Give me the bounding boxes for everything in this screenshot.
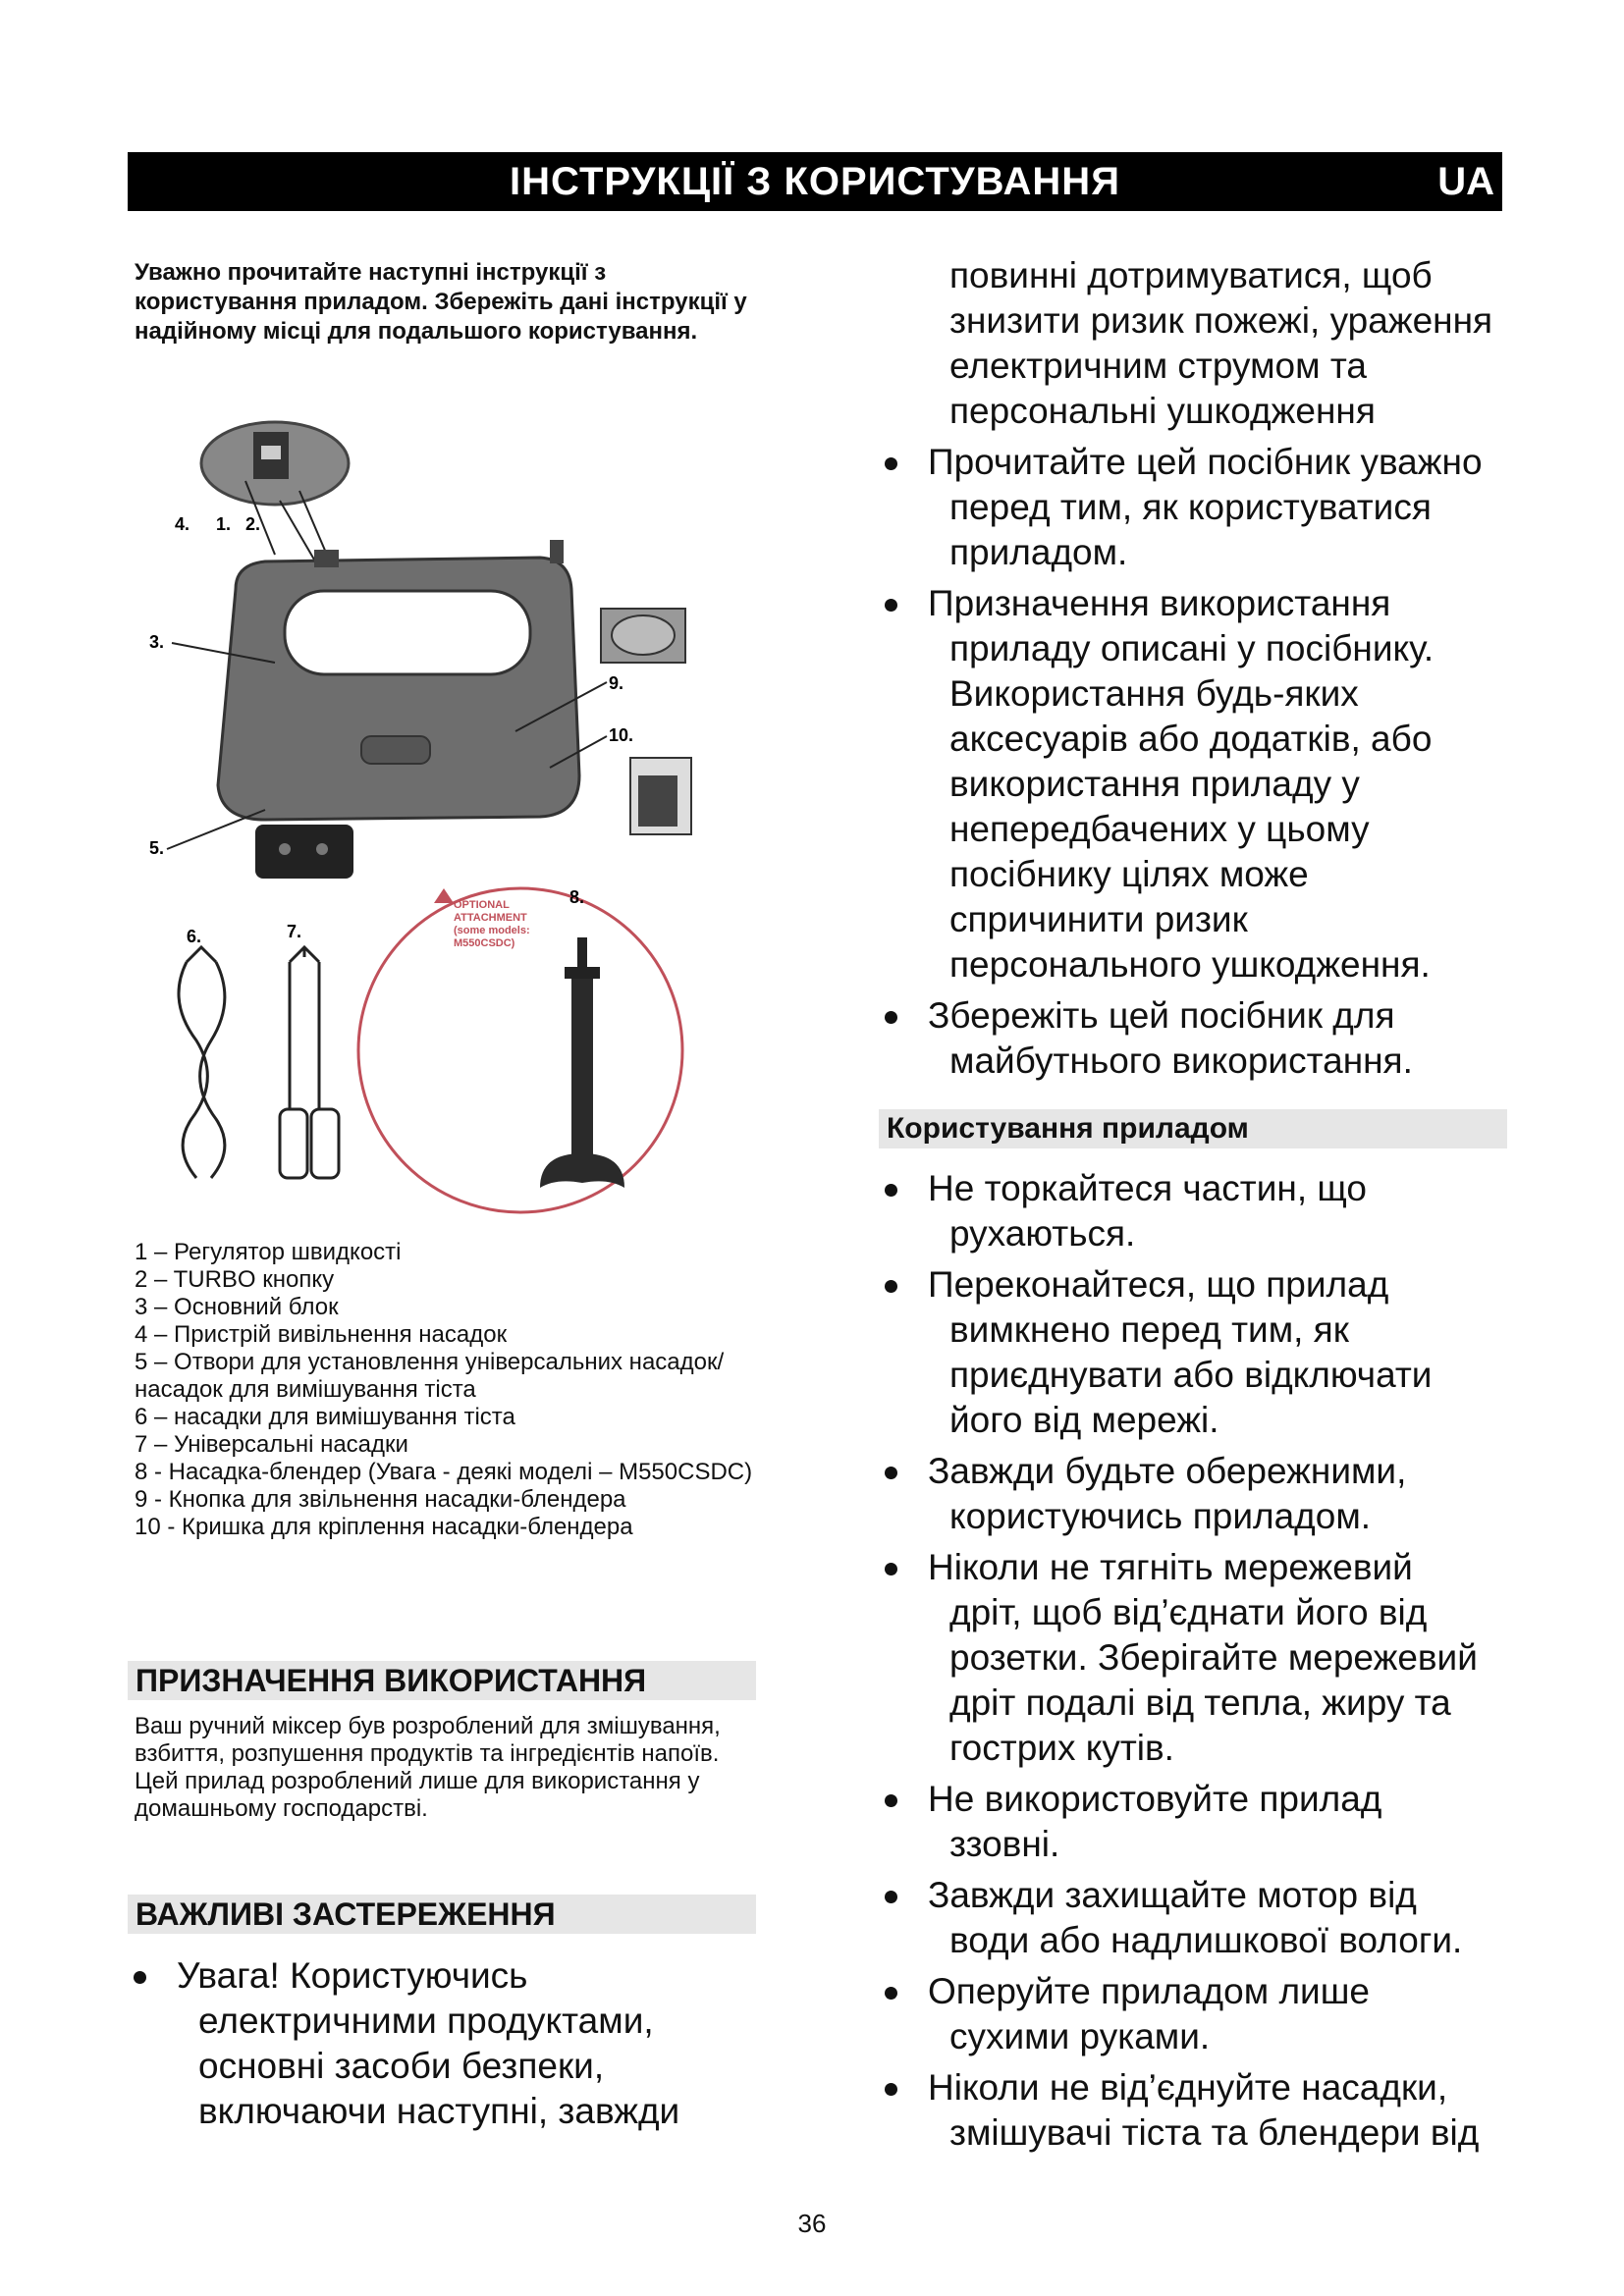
intro-text: Уважно прочитайте наступні інструкції з користування приладом. Збережіть дані інструкції у надійному місці для подальшого користування. (135, 259, 747, 345)
bullet-dot (885, 1280, 897, 1293)
bullet-dot (885, 1563, 897, 1575)
part-item: 4 – Пристрій вивільнення насадок (135, 1321, 508, 1348)
label-3: 3. (149, 632, 165, 652)
page-number: 36 (797, 2209, 827, 2238)
bullet-dot (885, 599, 897, 612)
list-item: Збережіть цей посібник для майбутнього використання. (879, 993, 1507, 1084)
label-5: 5. (149, 838, 165, 858)
purpose-text: Ваш ручний міксер був розроблений для змішування, взбиття, розпушення продуктів та інгредієнтів напоїв. Цей прилад розроблений лише для використання у домашньому господарстві. (135, 1713, 721, 1822)
label-7: 7. (287, 922, 302, 941)
label-10: 10. (609, 725, 634, 745)
part-item: 6 – насадки для вимішування тіста (135, 1404, 515, 1430)
continuation-line: повинні дотримуватися, щоб (949, 255, 1433, 295)
continuation-line: знизити ризик пожежі, ураження (949, 300, 1493, 341)
dough-hooks (179, 947, 225, 1178)
usage-heading: Користування приладом (879, 1109, 1507, 1148)
parts-list (135, 1239, 773, 1541)
optional-note-3: (some models: (454, 925, 530, 936)
part-item: 2 – TURBO кнопку (135, 1266, 335, 1293)
language-code: UA (1437, 160, 1494, 203)
bullet-dot (885, 1184, 897, 1197)
bullet-dot (885, 1987, 897, 2000)
optional-note-4: M550CSDC) (454, 937, 515, 949)
list-item: Ніколи не тягніть мережевий дріт, щоб від’єднати його від розетки. Зберігайте мережевий дріт подалі від тепла, жиру та гострих кутів. (879, 1545, 1507, 1771)
mixer-diagram (128, 402, 776, 1227)
bullet-dot (885, 457, 897, 470)
part-item: 5 – Отвори для установлення універсальних насадок/насадок для вимішування тіста (135, 1349, 725, 1403)
list-item: Призначення використання приладу описані у посібнику. Використання будь-яких аксесуарів або додатків, або використання приладу у непередбачених у цьому посібнику цілях може спричинити ризик персонального ушкодження. (879, 581, 1507, 988)
optional-note-1: OPTIONAL (454, 899, 510, 911)
beaters (290, 947, 319, 1119)
list-item: Не використовуйте прилад ззовні. (879, 1777, 1507, 1867)
label-4: 4. (175, 514, 190, 534)
label-6: 6. (187, 927, 202, 946)
bullet-dot (885, 1794, 897, 1807)
list-item: Завжди захищайте мотор від води або надлишкової вологи. (879, 1873, 1507, 1963)
list-item: Ніколи не від’єднуйте насадки, змішувачі тіста та блендери від (879, 2065, 1507, 2156)
label-8: 8. (569, 887, 585, 907)
usage-list (879, 1166, 1507, 2162)
warning-icon (434, 888, 454, 903)
part-item: 3 – Основний блок (135, 1294, 339, 1320)
list-item: Оперуйте приладом лише сухими руками. (879, 1969, 1507, 2059)
continuation-line: електричним струмом та (949, 346, 1367, 386)
bullet-dot (885, 1467, 897, 1479)
bullet-dot (885, 1011, 897, 1024)
warnings-heading: ВАЖЛИВІ ЗАСТЕРЕЖЕННЯ (128, 1895, 756, 1934)
label-1: 1. (216, 514, 232, 534)
warnings-right-list (879, 253, 1507, 1090)
list-item: Увага! Користуючись електричними продуктами, основні засоби безпеки, включаючи наступні, завжди (128, 1953, 766, 2134)
continuation-line: персональні ушкодження (949, 391, 1376, 431)
page-title: ІНСТРУКЦІЇ З КОРИСТУВАННЯ (510, 160, 1120, 203)
bullet-dot (885, 2083, 897, 2096)
part-item: 8 - Насадка-блендер (Увага - деякі моделі – M550CSDC) (135, 1459, 753, 1485)
bullet-dot (885, 1891, 897, 1903)
part-item: 10 - Кришка для кріплення насадки-блендера (135, 1514, 633, 1540)
optional-attachment-circle (358, 888, 682, 1212)
page-header (128, 152, 1502, 211)
bullet-dot (134, 1971, 146, 1984)
blender-wand (540, 1153, 624, 1188)
optional-note-2: ATTACHMENT (454, 912, 527, 924)
label-9: 9. (609, 673, 624, 693)
list-item: Переконайтеся, що прилад вимкнено перед тим, як приєднувати або відключати його від мережі. (879, 1262, 1507, 1443)
part-item: 7 – Універсальні насадки (135, 1431, 408, 1458)
list-item: Завжди будьте обережними, користуючись приладом. (879, 1449, 1507, 1539)
warnings-left-list (128, 1953, 766, 2140)
part-item: 9 - Кнопка для звільнення насадки-блендера (135, 1486, 626, 1513)
purpose-heading: ПРИЗНАЧЕННЯ ВИКОРИСТАННЯ (128, 1661, 756, 1700)
label-2: 2. (245, 514, 261, 534)
list-item: Прочитайте цей посібник уважно перед тим, як користуватися приладом. (879, 440, 1507, 575)
list-item: Не торкайтеся частин, що рухаються. (879, 1166, 1507, 1256)
part-item: 1 – Регулятор швидкості (135, 1239, 402, 1265)
